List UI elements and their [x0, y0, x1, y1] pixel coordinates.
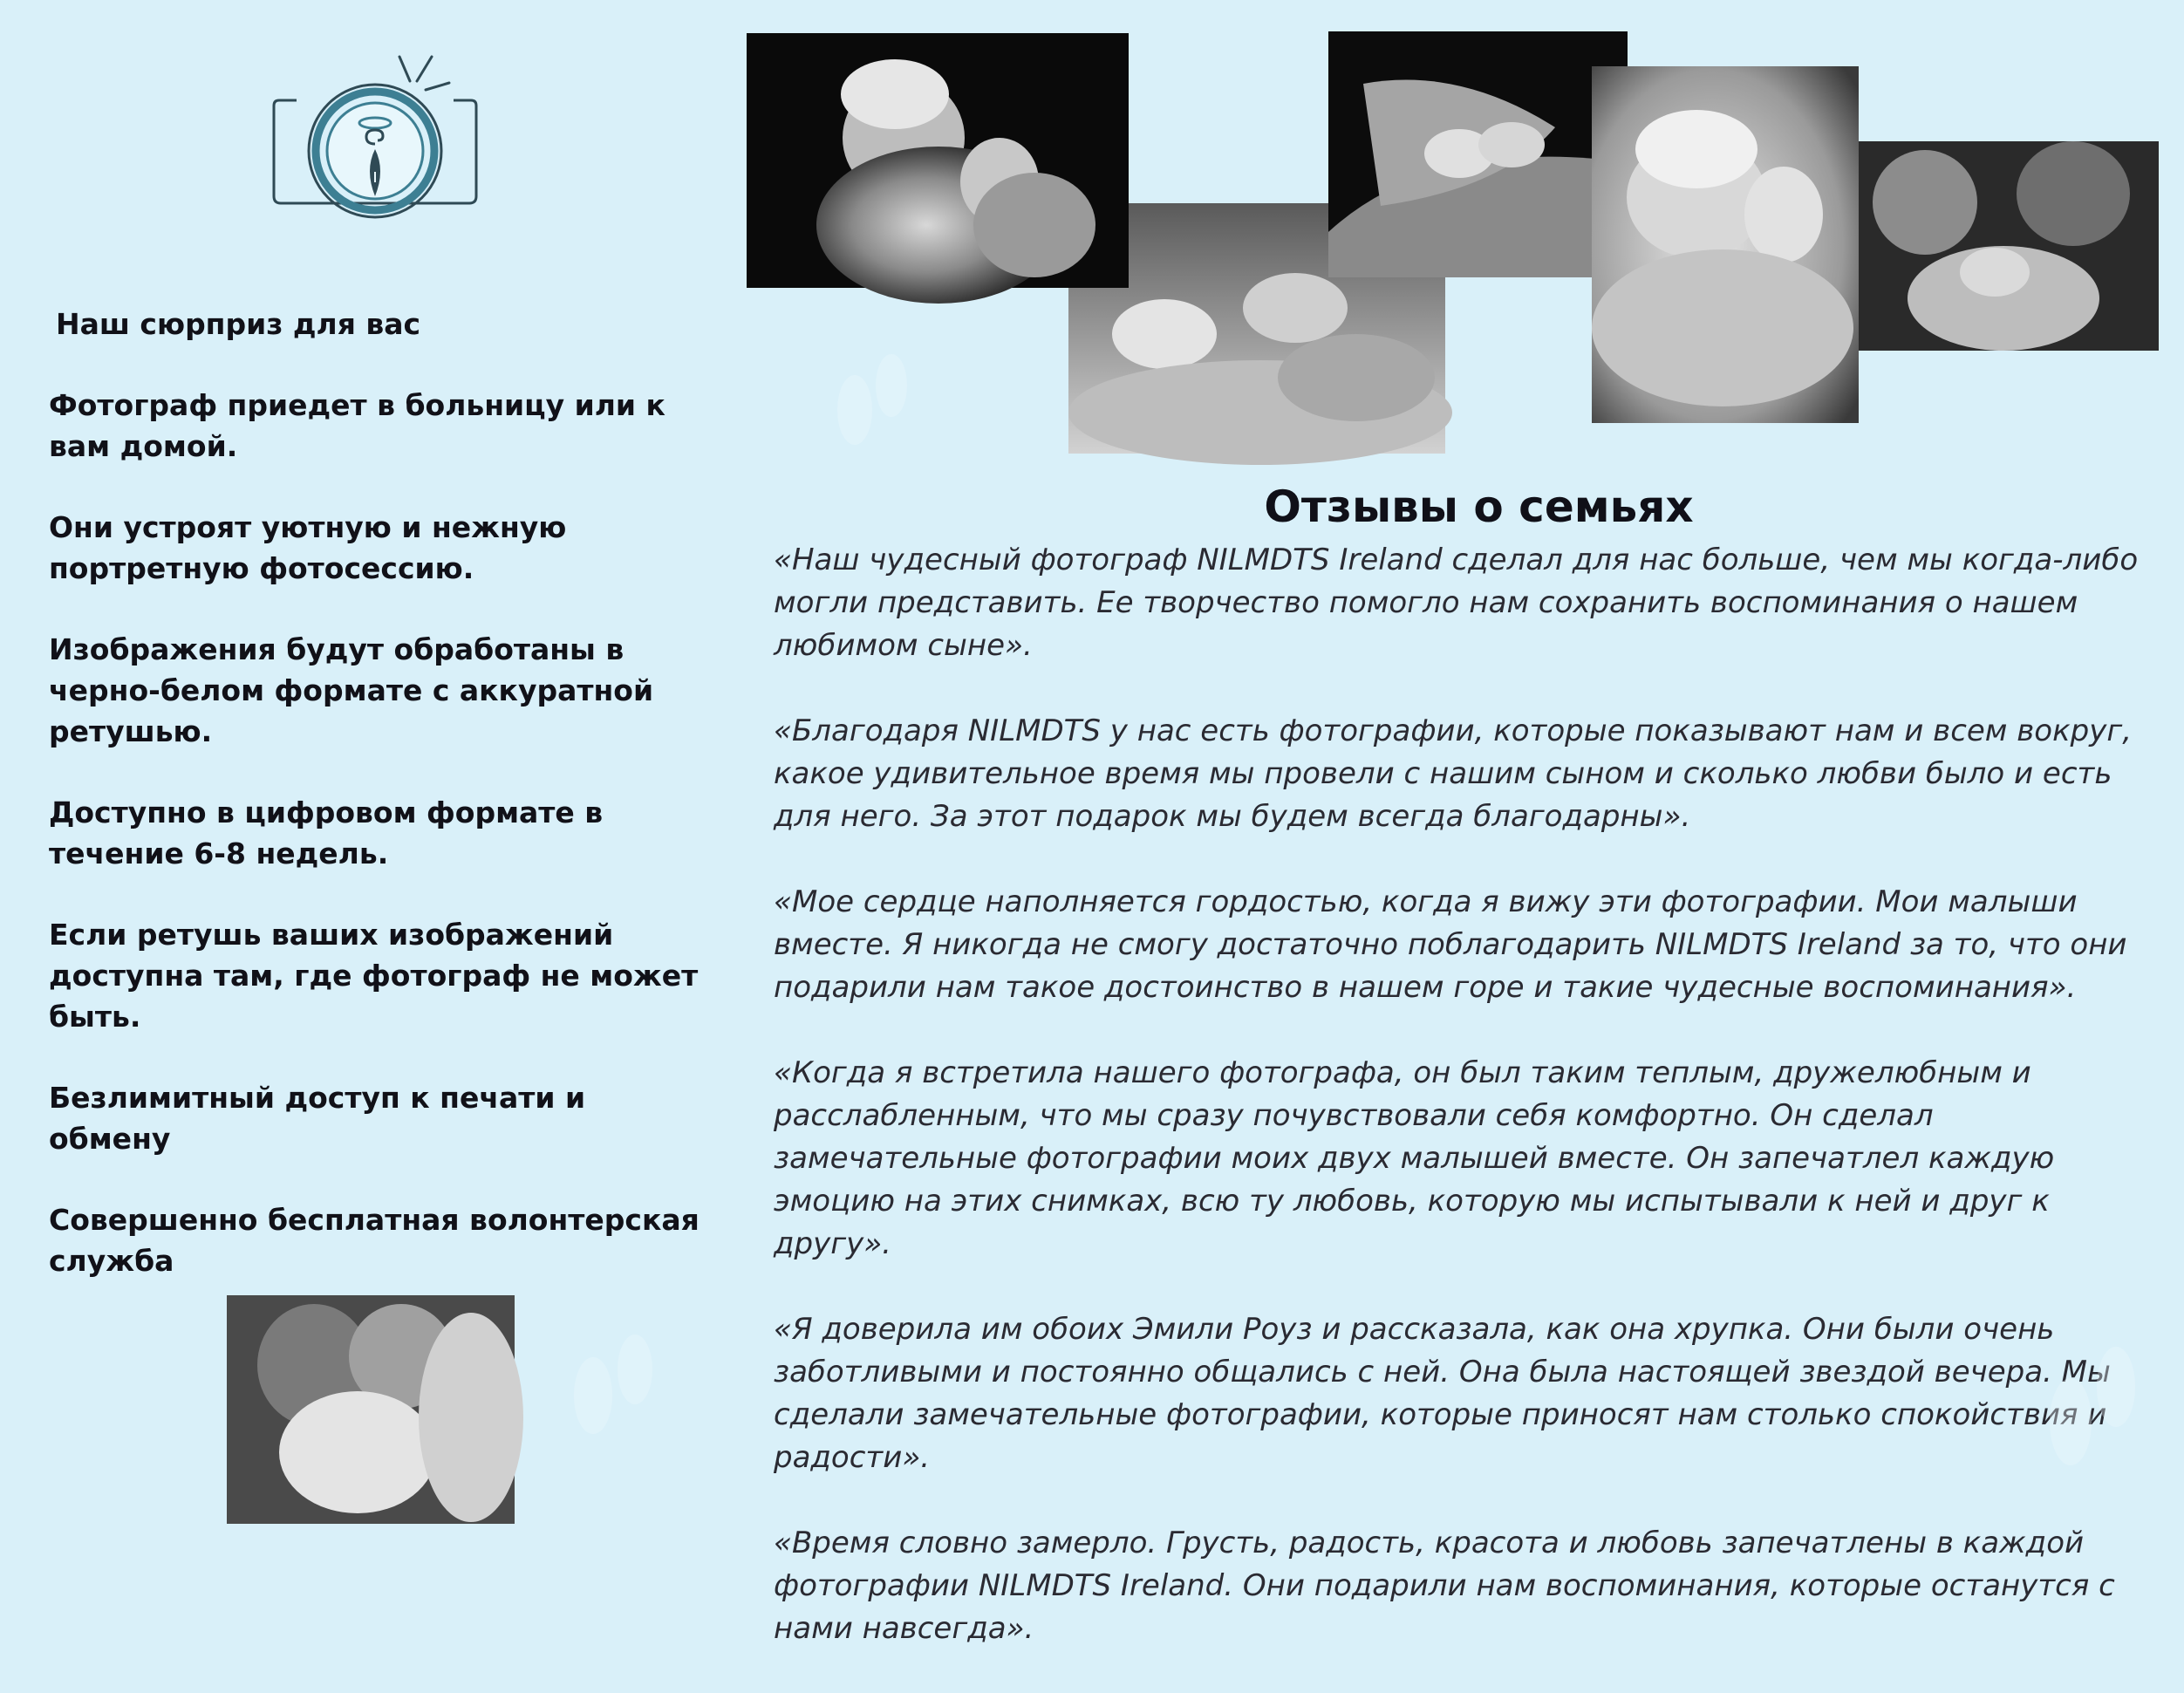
- testimonial-quote: «Я доверила им обоих Эмили Роуз и рассказала, как она хрупка. Они были очень заботливыми и постоянно общались с ней. Она была настоящей звездой вечера. Мы сделали замечательные фотографии, которые приносят нам столько спокойствия и радости».: [774, 1312, 2111, 1475]
- benefit-item: Фотограф приедет в больницу или к вам домой.: [49, 388, 665, 463]
- benefit-item: Совершенно бесплатная волонтерская служба: [49, 1203, 700, 1278]
- testimonial-quote: «Мое сердце наполняется гордостью, когда я вижу эти фотографии. Мои малыши вместе. Я никогда не смогу достаточно поблагодарить NILMDTS Ireland за то, что они подарили нам такое достоинство в нашем горе и такие чудесные воспоминания».: [774, 884, 2127, 1005]
- camera-angel-logo-icon: [270, 48, 480, 214]
- testimonials-section: [774, 478, 2152, 1693]
- benefits-list: [49, 304, 712, 1321]
- benefit-item: Доступно в цифровом формате в течение 6-8 недель.: [49, 795, 604, 870]
- baby-footprints-icon: [558, 1300, 672, 1465]
- benefit-item: Если ретушь ваших изображений доступна там, где фотограф не может быть.: [49, 918, 699, 1034]
- testimonial-quote: «Наш чудесный фотограф NILMDTS Ireland сделал для нас больше, чем мы когда-либо могли представить. Ее творчество помогло нам сохранить воспоминания о нашем любимом сыне».: [774, 543, 2139, 663]
- booties-in-hand-photo: [1328, 31, 1628, 277]
- benefit-item: Они устроят уютную и нежную портретную фотосессию.: [49, 510, 567, 585]
- parents-with-baby-photo: [1846, 141, 2159, 351]
- testimonial-quote: «Время словно замерло. Грусть, радость, красота и любовь запечатлены в каждой фотографии NILMDTS Ireland. Они подарили нам воспоминания, которые останутся с нами навсегда».: [774, 1526, 2115, 1646]
- benefit-item: Безлимитный доступ к печати и обмену: [49, 1081, 586, 1156]
- testimonial-quote: «Благодаря NILMDTS у нас есть фотографии, которые показывают нам и всем вокруг, какое удивительное время мы провели с нашим сыном и сколько любви было и есть для него. За этот подарок мы будем всегда благодарны».: [774, 713, 2133, 834]
- testimonials-title: Отзывы о семьях: [1264, 481, 1694, 532]
- family-with-baby-photo: [227, 1295, 515, 1524]
- baby-footprints-icon: [820, 323, 925, 471]
- benefits-heading: Наш сюрприз для вас: [56, 307, 421, 341]
- benefit-item: Изображения будут обработаны в черно-белом формате с аккуратной ретушью.: [49, 632, 654, 748]
- baby-in-blanket-photo: [1592, 66, 1859, 423]
- baby-footprints-icon: [2032, 1308, 2154, 1500]
- newborn-photo-toy: [747, 33, 1129, 288]
- testimonial-quote: «Когда я встретила нашего фотографа, он был таким теплым, дружелюбным и расслабленным, что мы сразу почувствовали себя комфортно. Он сделал замечательные фотографии моих двух малышей вместе. Он запечатлел каждую эмоцию на этих снимках, всю ту любовь, которую мы испытывали к ней и друг к другу».: [774, 1055, 2055, 1261]
